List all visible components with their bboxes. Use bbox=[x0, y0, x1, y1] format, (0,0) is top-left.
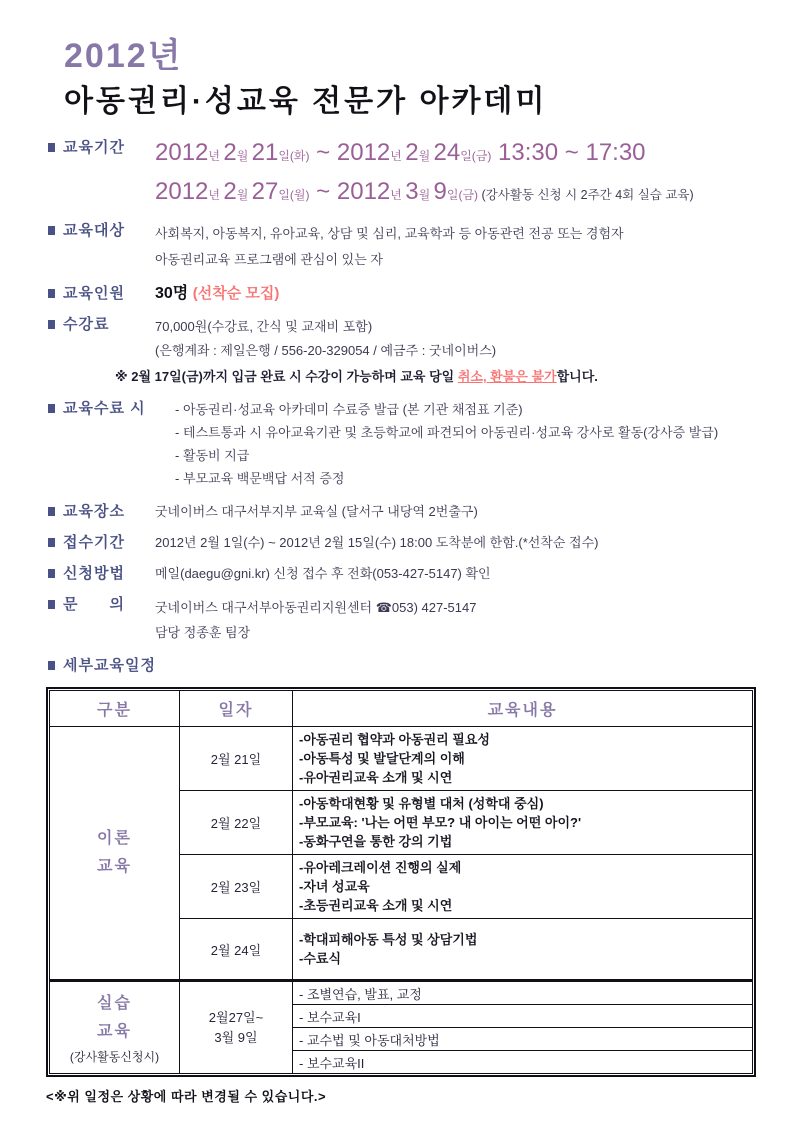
footer-note: <※위 일정은 상황에 따라 변경될 수 있습니다.> bbox=[46, 1089, 327, 1104]
fee-warning: ※ 2월 17일(금)까지 입금 완료 시 수강이 가능하며 교육 당일 취소, 환불은 불가합니다. bbox=[115, 369, 598, 384]
capacity-content bbox=[155, 284, 754, 304]
location-content: 굿네이버스 대구서부지부 교육실 (달서구 내당역 2번출구) bbox=[155, 504, 478, 519]
section-completion bbox=[48, 399, 754, 491]
section-schedule bbox=[48, 656, 754, 676]
bullet-square-icon bbox=[48, 320, 55, 329]
bullet-square-icon bbox=[48, 289, 55, 298]
content-cell: -아동학대현황 및 유형별 대처 (성학대 중심) -부모교육: '나는 어떤 부모? 내 아이는 어떤 아이?' -동화구연을 통한 강의 기법 bbox=[293, 791, 753, 855]
section-registration bbox=[48, 533, 754, 553]
section-label-capacity: 교육인원 bbox=[63, 285, 125, 302]
completion-item: - 활동비 지급 bbox=[175, 448, 250, 463]
category-practice-note: (강사활동신청시) bbox=[69, 1049, 160, 1064]
application-content: 메일(daegu@gni.kr) 신청 접수 후 전화(053-427-5147) 확인 bbox=[155, 566, 491, 581]
content-cell: - 조별연습, 발표, 교정 bbox=[293, 981, 753, 1005]
bullet-square-icon bbox=[48, 538, 55, 547]
col-header-content: 교육내용 bbox=[293, 691, 753, 727]
section-capacity bbox=[48, 284, 754, 304]
completion-content bbox=[175, 399, 754, 491]
fee-bank: (은행계좌 : 제일은행 / 556-20-329054 / 예금주 : 굿네이버스) bbox=[155, 343, 497, 358]
bullet-square-icon bbox=[48, 569, 55, 578]
content-cell: -유아레크레이션 진행의 실제 -자녀 성교육 -초등권리교육 소개 및 시연 bbox=[293, 855, 753, 919]
section-application bbox=[48, 564, 754, 584]
bullet-square-icon bbox=[48, 600, 55, 609]
section-label-completion: 교육수료 시 bbox=[63, 400, 146, 417]
schedule-table-border bbox=[46, 687, 756, 1077]
col-header-date: 일자 bbox=[180, 691, 293, 727]
section-target bbox=[48, 221, 754, 273]
section-location bbox=[48, 502, 754, 522]
section-label-fee: 수강료 bbox=[63, 316, 110, 333]
section-label-inquiry: 문 의 bbox=[63, 596, 125, 613]
target-content: 사회복지, 아동복지, 유아교육, 상담 및 심리, 교육학과 등 아동관련 전공 또는 경험자 아동권리교육 프로그램에 관심이 있는 자 bbox=[155, 226, 624, 267]
bullet-square-icon bbox=[48, 226, 55, 235]
section-fee bbox=[48, 315, 754, 388]
content-cell: - 보수교육I bbox=[293, 1005, 753, 1028]
section-label-schedule: 세부교육일정 bbox=[63, 657, 156, 674]
date-cell: 2월 21일 bbox=[180, 727, 293, 791]
category-theory: 이론 교육 bbox=[50, 727, 180, 981]
section-inquiry bbox=[48, 595, 754, 645]
info-sections bbox=[0, 124, 794, 676]
bullet-square-icon bbox=[48, 404, 55, 413]
period-line1: 2012년 2월 21일(화) ~ 2012년 2월 24일(금) 13:30 ~ 17:30 bbox=[155, 139, 646, 166]
content-cell: -아동권리 협약과 아동권리 필요성 -아동특성 및 발달단계의 이해 -유아권리교육 소개 및 시연 bbox=[293, 727, 753, 791]
title-year: 2012년 bbox=[64, 37, 183, 75]
capacity-note: (선착순 모집) bbox=[192, 285, 280, 302]
content-cell: - 교수법 및 아동대처방법 bbox=[293, 1028, 753, 1051]
section-label-application: 신청방법 bbox=[63, 565, 125, 582]
section-label-registration: 접수기간 bbox=[63, 534, 125, 551]
fee-content bbox=[115, 315, 754, 388]
page-title: 아동권리·성교육 전문가 아카데미 bbox=[64, 85, 548, 118]
date-cell: 2월 24일 bbox=[180, 919, 293, 981]
period-line2: 2012년 2월 27일(월) ~ 2012년 3월 9일(금) (강사활동 신청 시 2주간 4회 실습 교육) bbox=[155, 178, 694, 205]
title-block bbox=[0, 0, 794, 124]
content-cell: -학대피해아동 특성 및 상담기법 -수료식 bbox=[293, 919, 753, 981]
completion-item: - 아동권리·성교육 아카데미 수료증 발급 (본 기관 채점표 기준) bbox=[175, 402, 523, 417]
completion-item: - 부모교육 백문백답 서적 증정 bbox=[175, 471, 345, 486]
section-label-target: 교육대상 bbox=[63, 222, 125, 239]
content-cell: - 보수교육II bbox=[293, 1051, 753, 1074]
section-period bbox=[48, 138, 754, 210]
date-cell: 2월27일~ 3월 9일 bbox=[180, 981, 293, 1074]
date-cell: 2월 23일 bbox=[180, 855, 293, 919]
capacity-value: 30명 bbox=[155, 285, 193, 302]
period-content bbox=[155, 138, 754, 210]
table-row bbox=[50, 981, 753, 1005]
category-practice bbox=[50, 981, 180, 1074]
category-practice-lines: 실습 교육 bbox=[97, 994, 132, 1040]
bullet-square-icon bbox=[48, 143, 55, 152]
inquiry-content: 굿네이버스 대구서부아동권리지원센터 ☎053) 427-5147 담당 정종훈 팀장 bbox=[155, 600, 477, 640]
date-cell: 2월 22일 bbox=[180, 791, 293, 855]
bullet-square-icon bbox=[48, 507, 55, 516]
section-label-location: 교육장소 bbox=[63, 503, 125, 520]
registration-content: 2012년 2월 1일(수) ~ 2012년 2월 15일(수) 18:00 도착분에 한함.(*선착순 접수) bbox=[155, 535, 599, 550]
schedule-table bbox=[49, 690, 753, 1074]
col-header-category: 구분 bbox=[50, 691, 180, 727]
schedule-table-wrap bbox=[46, 687, 794, 1082]
table-header-row bbox=[50, 691, 753, 727]
section-label-period: 교육기간 bbox=[63, 139, 125, 156]
bullet-square-icon bbox=[48, 661, 55, 670]
fee-amount: 70,000원(수강료, 간식 및 교재비 포함) bbox=[155, 319, 373, 334]
completion-item: - 테스트통과 시 유아교육기관 및 초등학교에 파견되어 아동권리·성교육 강사로 활동(강사증 발급) bbox=[175, 425, 719, 440]
table-row bbox=[50, 727, 753, 791]
